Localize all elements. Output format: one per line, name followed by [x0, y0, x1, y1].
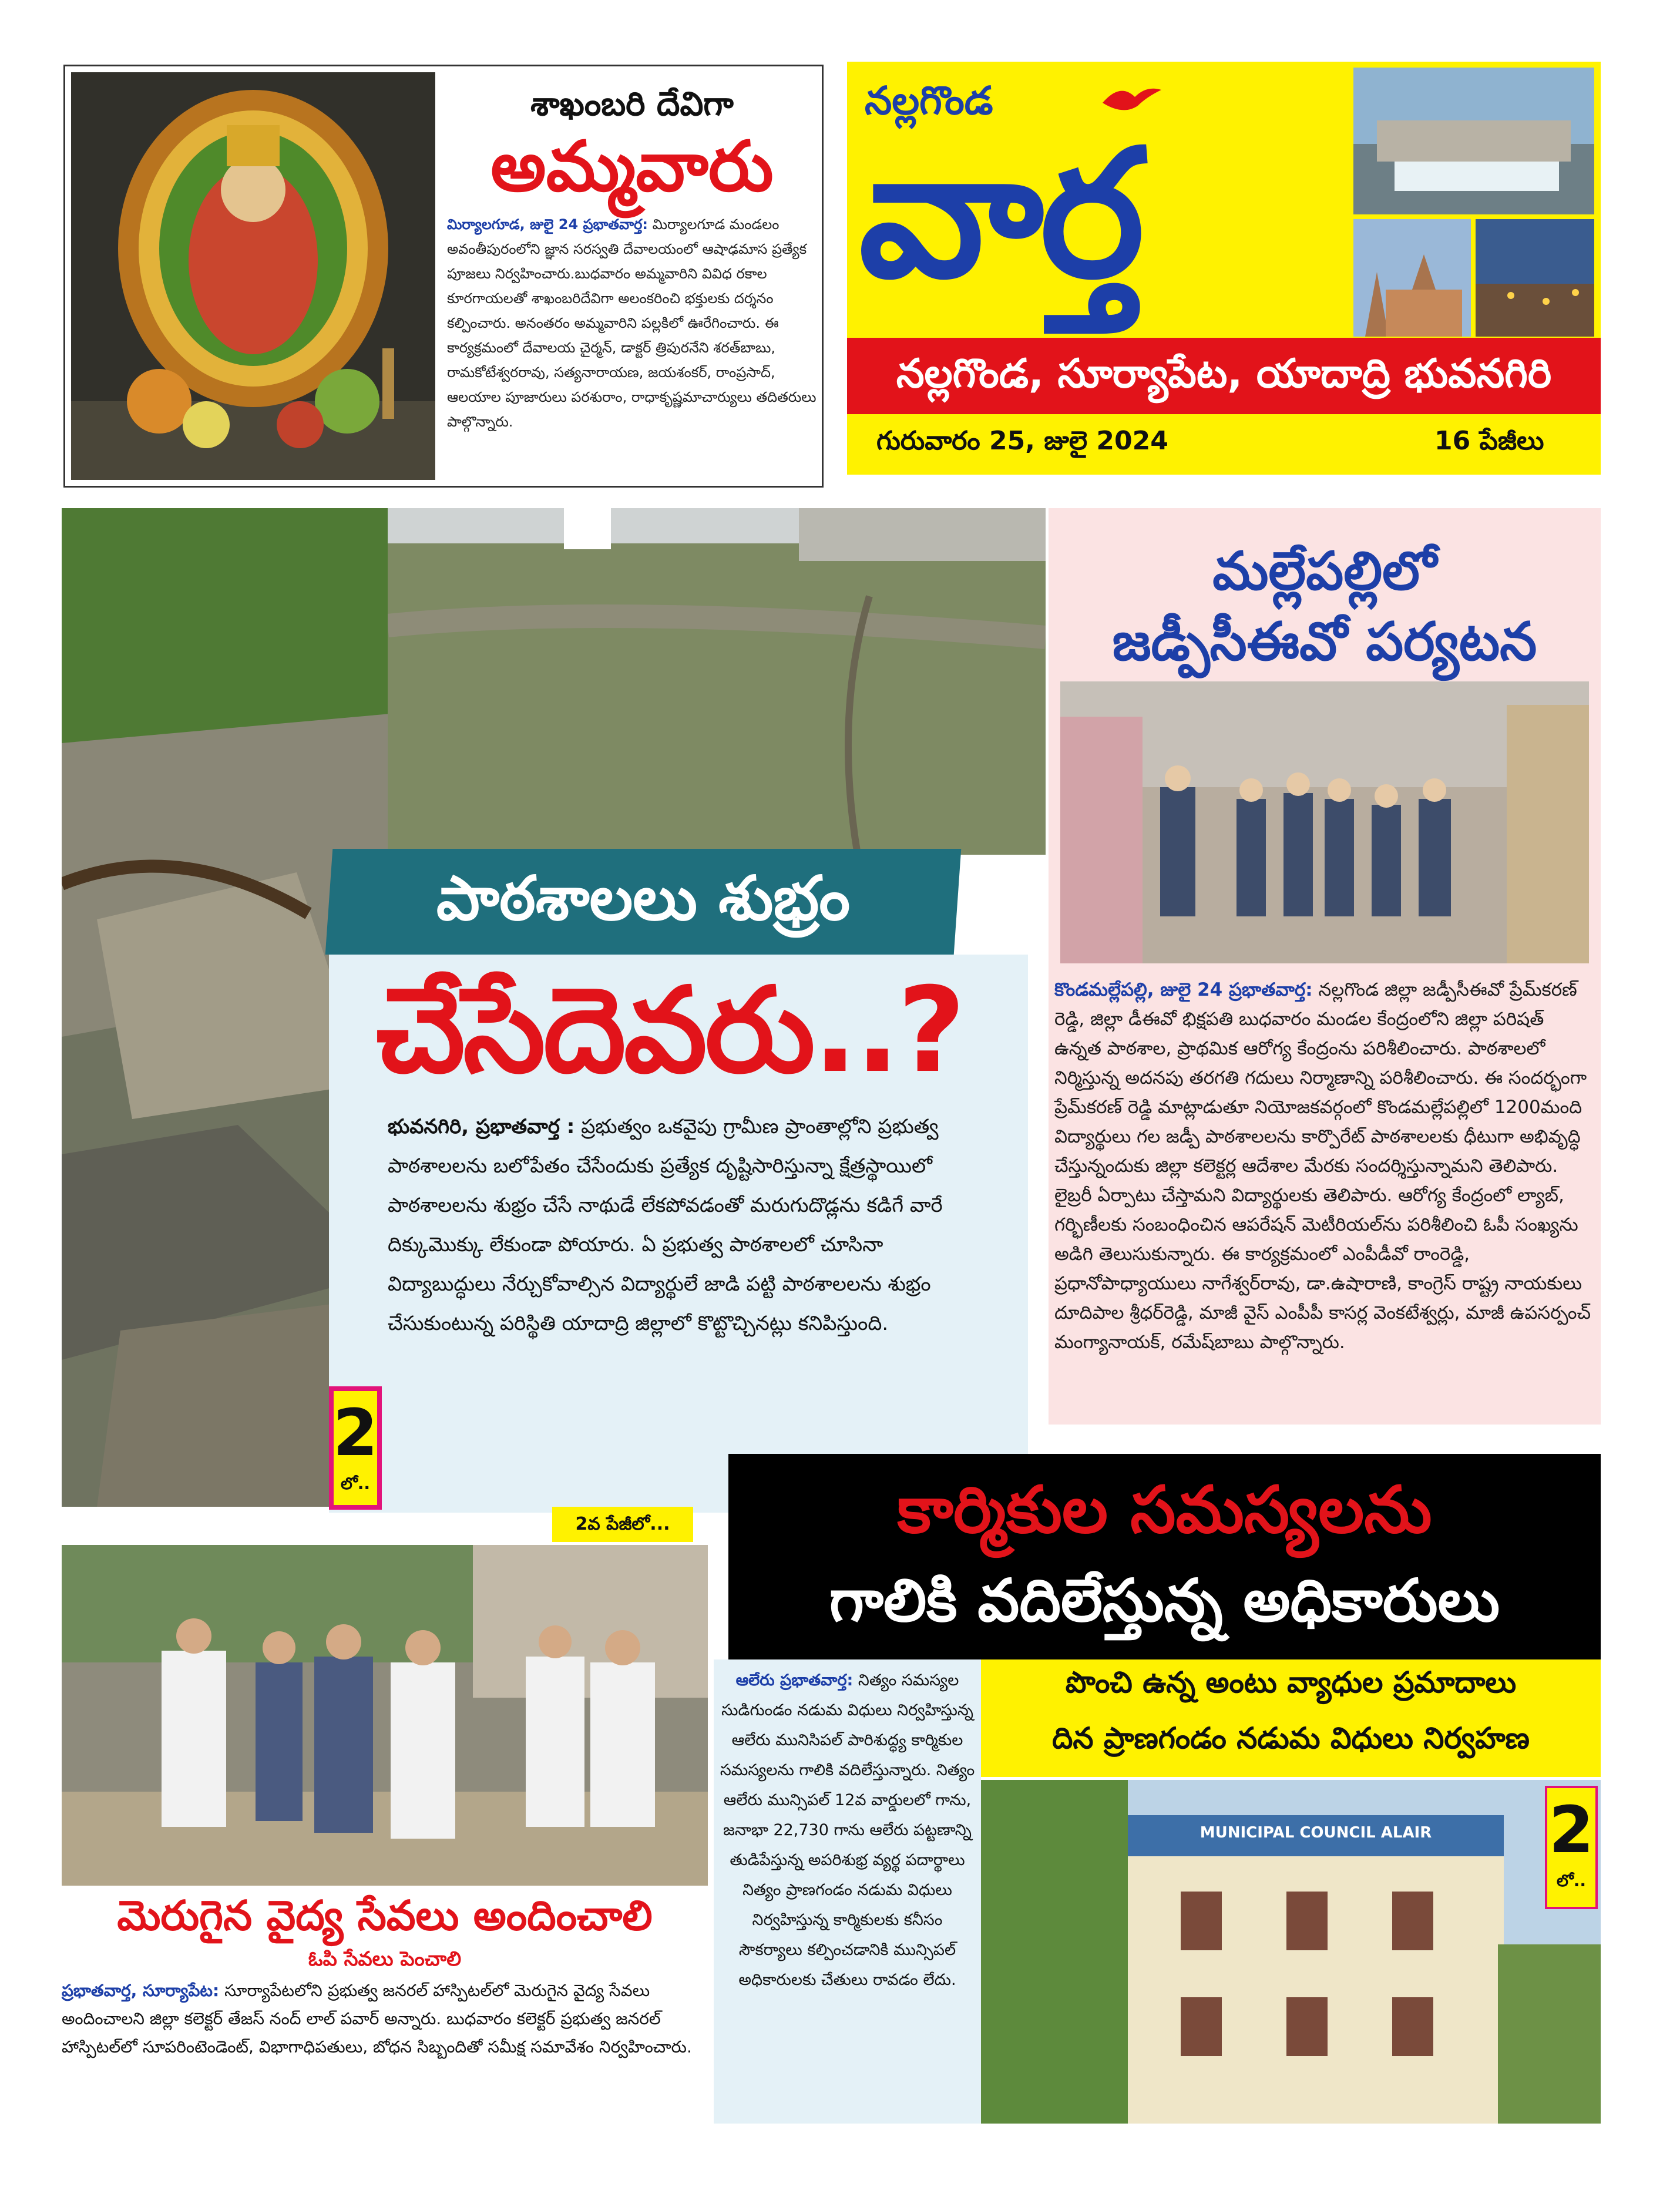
goddess-illustration: [71, 72, 435, 480]
workers-jump-text: లో..: [1556, 1871, 1587, 1890]
hospital-story-text: [62, 1977, 708, 2061]
workers-story-body: నిత్యం సమస్యల సుడిగుండం నడుమ విధులు నిర్వహిస్తున్న ఆలేరు మునిసిపల్ పారిశుద్ధ్య కార్మికుల సమస్యలను గాలికి వదిలేస్తున్నారు. నిత్యం ఆలేరు మున్సిపల్ 12వ వార్డులలో గాను, జనాభా 22,730 గాను ఆలేరు పట్టణాన్ని తుడిపేస్తున్న అపరిశుభ్ర వ్యర్థ పదార్థాలు నిత్యం ప్రాణగండం నడుమ విధులు నిర్వహిస్తున్న కార్మికులకు కనీసం సౌకర్యాలు కల్పించడానికి మున్సిపల్ అధికారులకు చేతులు రావడం లేదు.: [720, 1671, 975, 1989]
zp-headline-line1: మల్లేపల్లిలో: [1212, 540, 1437, 602]
top-story-text: [447, 212, 817, 434]
hospital-story-dateline: ప్రభాతవార్త, సూర్యాపేట:: [62, 1981, 220, 2000]
zp-story-text: [1054, 975, 1595, 1357]
hospital-story-body: సూర్యాపేటలోని ప్రభుత్వ జనరల్ హాస్పిటల్‌లో మెరుగైన వైద్య సేవలు అందించాలని జిల్లా కలెక్టర్ తేజస్ నంద్ లాల్ పవార్ అన్నారు. బుధవారం కలెక్టర్ ప్రభుత్వ జనరల్ హాస్పిటల్‌లో సూపరింటెండెంట్, విభాగాధిపతులు, బోధన సిబ్బందితో సమీక్ష సమావేశం నిర్వహించారు.: [62, 1981, 692, 2057]
workers-jump-number: 2: [1548, 1792, 1594, 1867]
workers-story-text: [720, 1665, 975, 1995]
city-night-photo: [1476, 219, 1594, 337]
top-story-headline: అమ్మవారు: [490, 126, 774, 207]
goddess-photo: [71, 72, 435, 480]
school-jump-number: 2: [332, 1395, 378, 1470]
masthead-date: గురువారం 25, జులై 2024: [876, 426, 1168, 456]
school-story-body: ప్రభుత్వం ఒకవైపు గ్రామీణ ప్రాంతాల్లోని ప్రభుత్వ పాఠశాలలను బలోపేతం చేసేందుకు ప్రత్యేక దృష్టిసారిస్తున్నా క్షేత్రస్థాయిలో పాఠశాలలను శుభ్రం చేసే నాథుడే లేకపోవడంతో మరుగుదొడ్లను కడిగే వారే దిక్కుమొక్కు లేకుండా పోయారు. ఏ ప్రభుత్వ పాఠశాలలో చూసినా విద్యాబుద్ధులు నేర్చుకోవాల్సిన విద్యార్థులే జాడి పట్టి పాఠశాలలను శుభ్రం చేసుకుంటున్న పరిస్థితి యాదాద్రి జిల్లాలో కొట్టొచ్చినట్లు కనిపిస్తుంది.: [388, 1115, 943, 1335]
school-headline-main: చేసేదెవరు..?: [376, 962, 963, 1099]
school-jump-badge[interactable]: [329, 1386, 382, 1510]
municipal-sign-text: MUNICIPAL COUNCIL ALAIR: [1199, 1824, 1432, 1842]
hospital-visit-photo: [62, 1545, 708, 1886]
top-story-kicker: శాఖంబరి దేవిగా: [530, 85, 734, 123]
hospital-tag[interactable]: 2వ పేజీలో...: [552, 1507, 693, 1542]
temple-photo: [1353, 219, 1471, 337]
school-story-text: [388, 1107, 975, 1343]
top-story-body: మిర్యాలగూడ మండలం అవంతీపురంలోని జ్ఞాన సరస్వతి దేవాలయంలో ఆషాఢమాస ప్రత్యేక పూజలు నిర్వహించారు.బుధవారం అమ్మవారిని వివిధ రకాల కూరగాయలతో శాఖంబరిదేవిగా అలంకరించి భక్తులకు దర్శనం కల్పించారు. అనంతరం అమ్మవారిని పల్లకిలో ఊరేగించారు. ఈ కార్యక్రమంలో దేవాలయ చైర్మన్, డాక్టర్ త్రిపురనేని శరత్‌బాబు, రామకోటేశ్వరరావు, సత్యనారాయణ, జయశంకర్, రాంప్రసాద్, ఆలయాల పూజారులు పరశురాం, రాధాకృష్ణమాచార్యులు తదితరులు పాల్గొన్నారు.: [447, 216, 817, 430]
top-story-dateline: మిర్యాలగూడ, జులై 24 ప్రభాతవార్త:: [447, 216, 648, 233]
workers-story-dateline: ఆలేరు ప్రభాతవార్త:: [735, 1671, 854, 1689]
hospital-subhead: ఓపి సేవలు పెంచాలి: [308, 1947, 462, 1971]
school-ground-photo: [388, 508, 1046, 855]
top-story-box: [63, 65, 824, 488]
masthead-pages: 16 పేజీలు: [1434, 426, 1544, 456]
zp-story-body: నల్లగొండ జిల్లా జడ్పీసీఈవో ప్రేమ్‌కరణ్ రెడ్డి, జిల్లా డీఈవో భిక్షపతి బుధవారం మండల కేంద్రంలోని జిల్లా పరిషత్ ఉన్నత పాఠశాల, ప్రాథమిక ఆరోగ్య కేంద్రంను పరిశీలించారు. పాఠశాలలో నిర్మిస్తున్న అదనపు తరగతి గదులు నిర్మాణాన్ని పరిశీలించారు. ఈ సందర్భంగా ప్రేమ్‌కరణ్ రెడ్డి మాట్లాడుతూ నియోజకవర్గంలో కొండమల్లేపల్లిలో 1200మంది విద్యార్థులు గల జడ్పీ పాఠశాలలను కార్పొరేట్ పాఠశాలలకు ధీటుగా అభివృద్ధి చేస్తున్నందుకు జిల్లా కలెక్టర్ల ఆదేశాల మేరకు సందర్శిస్తున్నామని తెలిపారు. లైబ్రరీ ఏర్పాటు చేస్తామని విద్యార్థులకు తెలిపారు. ఆరోగ్య కేంద్రంలో ల్యాబ్, గర్భిణీలకు సంబంధించిన ఆపరేషన్ మెటీరియల్‌ను పరిశీలించి ఓపీ సంఖ్యను అడిగి తెలుసుకున్నారు. ఈ కార్యక్రమంలో ఎంపీడీవో రాంరెడ్డి, ప్రధానోపాధ్యాయులు నాగేశ్వర్‌రావు, డా.ఉషారాణి, కాంగ్రెస్ రాష్ట్ర నాయకులు దూదిపాల శ్రీధర్‌రెడ్డి, మాజీ వైస్ ఎంపీపీ కాసర్ల వెంకటేశ్వర్లు, మాజీ ఉపసర్పంచ్ మంగ్యానాయక్, రమేష్‌బాబు పాల్గొన్నారు.: [1054, 979, 1591, 1353]
workers-deck-line2: దిన ప్రాణగండం నడుమ విధులు నిర్వహణ: [1052, 1721, 1530, 1755]
masthead-region: నల్లగొండ: [865, 78, 993, 123]
zp-headline-line2: జడ్పీసీఈవో పర్యటన: [1112, 611, 1537, 673]
masthead-title: వార్త: [859, 112, 1141, 317]
workers-jump-badge[interactable]: [1545, 1786, 1598, 1909]
workers-deck-line1: పొంచి ఉన్న అంటు వ్యాధుల ప్రమాదాలు: [1065, 1665, 1517, 1699]
zp-story-dateline: కొండమల్లేపల్లి, జులై 24 ప్రభాతవార్త:: [1054, 979, 1313, 1000]
masthead-districts-bar: [847, 338, 1601, 414]
dam-photo: [1353, 68, 1594, 214]
masthead-districts: నల్లగొండ, సూర్యాపేట, యాదాద్రి భువనగిరి: [896, 351, 1552, 397]
zp-visit-photo: [1060, 681, 1589, 963]
workers-headline-main: గాలికి వదిలేస్తున్న అధికారులు: [829, 1566, 1500, 1635]
workers-headline-top: కార్మికుల సమస్యలను: [897, 1472, 1432, 1547]
school-story-dateline: భువనగిరి, ప్రభాతవార్త :: [388, 1115, 575, 1138]
school-jump-text: లో..: [340, 1474, 371, 1493]
masthead: [847, 62, 1601, 475]
hospital-headline: మెరుగైన వైద్య సేవలు అందించాలి: [117, 1892, 653, 1940]
municipal-office-photo: [981, 1780, 1601, 2124]
school-headline-top: పాఠశాలలు శుభ్రం: [436, 862, 851, 934]
